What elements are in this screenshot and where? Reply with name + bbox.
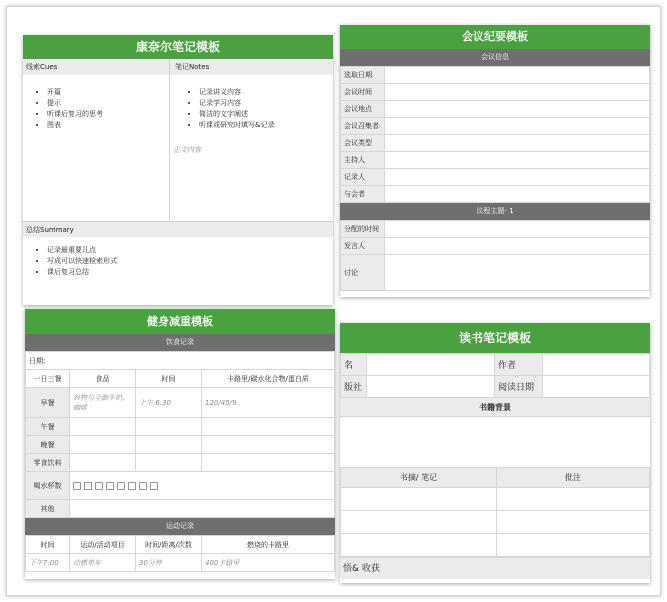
meeting-topic-header: 议程主题- 1 [340,203,650,220]
other-label: 其他 [26,500,70,518]
book-background-area [340,417,650,467]
other-row [26,500,335,518]
table-row [341,135,650,152]
table-row [341,186,650,203]
row-label: 记录人 [341,169,385,186]
date-row [26,352,335,370]
exercise-burn: 400卡路里 [202,554,335,572]
list-item: • 记录学习内容 [199,98,274,109]
column-divider [169,59,170,221]
meal-time [136,436,202,454]
meal-row [26,388,335,418]
list-item: • 听课后复习的思考 [47,109,103,120]
table-row [341,67,650,84]
row-value [385,101,650,118]
meal-time: 上午 6:30 [136,388,202,418]
row-label: 发言人 [341,238,385,255]
publisher-label: 版社 [341,376,367,398]
meal-name: 午餐 [26,418,70,436]
meal-cal [202,436,335,454]
table-row [341,221,650,238]
table-row [341,152,650,169]
meal-cal [202,418,335,436]
meeting-title: 会议纪要模板 [340,25,650,49]
cup-checkbox[interactable] [139,482,147,490]
comment-cell [497,534,650,557]
water-cups [70,472,335,500]
cup-checkbox[interactable] [84,482,92,490]
author-value [543,354,650,376]
row-label: 会议类型 [341,135,385,152]
column-header: 时间/距离/次数 [136,536,202,554]
meal-row [26,418,335,436]
column-header: 食品 [70,370,136,388]
column-header: 燃烧的卡路里 [202,536,335,554]
date-label: 日期: [26,352,335,370]
row-value [385,135,650,152]
list-item: • 记录讲义内容 [199,87,274,98]
read-date-value [543,376,650,398]
comment-cell [497,511,650,534]
row-label: 选取日期 [341,67,385,84]
list-item: • 开篇 [47,87,103,98]
meal-header-row [26,370,335,388]
cues-header: 线索Cues [26,63,58,71]
cornell-card [23,35,333,305]
table-row [341,84,650,101]
fitness-card [25,309,335,579]
gain-label: 悟& 收获 [343,564,380,574]
cues-list [47,87,103,131]
table-row [341,255,650,291]
row-label: 会议时间 [341,84,385,101]
list-item: • 课后复习总结 [47,267,117,278]
other-value [70,500,335,518]
exercise-activity: 动感单车 [70,554,136,572]
cup-checkbox[interactable] [106,482,114,490]
row-value [385,221,650,238]
author-label: 作者 [495,354,543,376]
meal-time [136,418,202,436]
meal-food [70,454,136,472]
book-background-header: 书籍背景 [340,398,650,417]
notes-list [199,87,274,131]
excerpt-cell [341,488,497,511]
comment-header: 批注 [497,468,650,488]
meeting-info-table [340,66,650,203]
meeting-topic-table [340,220,650,291]
row-label: 分配的时间 [341,221,385,238]
meal-time [136,454,202,472]
meal-cal [202,454,335,472]
notes-header: 笔记Notes [175,63,210,71]
row-label: 会议地点 [341,101,385,118]
diet-table [25,351,335,518]
row-value [385,67,650,84]
row-label: 主持人 [341,152,385,169]
summary-header-row [23,221,333,237]
exercise-header: 运动记录 [25,518,335,535]
body-placeholder: 正文内容 [173,146,201,154]
exercise-duration: 30分钟 [136,554,202,572]
row-value [385,84,650,101]
water-label: 喝水杯数 [26,472,70,500]
meal-food [70,436,136,454]
column-header: 时间 [26,536,70,554]
row-value [385,255,650,291]
meal-food: 谷物与全脂牛奶、咖啡 [70,388,136,418]
summary-header: 总结Summary [26,226,74,234]
water-row [26,472,335,500]
book-name-value [367,354,495,376]
list-item: • 记录最重要几点 [47,245,117,256]
row-value [385,238,650,255]
cornell-header-row [23,59,333,75]
diet-header: 饮食记录 [25,334,335,351]
comment-cell [497,488,650,511]
summary-list [47,245,117,278]
gain-row [340,557,650,579]
list-item: • 图表 [47,120,103,131]
table-row [341,169,650,186]
meal-cal: 120/45/9 [202,388,335,418]
meal-row [26,436,335,454]
exercise-time: 下午7:00 [26,554,70,572]
exercise-row [26,554,335,572]
table-row [341,238,650,255]
meal-row [26,454,335,472]
meal-food [70,418,136,436]
row-value [385,152,650,169]
exercise-header-row [26,536,335,554]
cup-checkbox[interactable] [128,482,136,490]
excerpt-cell [341,511,497,534]
reading-title: 读书笔记模板 [340,323,650,353]
column-header: 时间 [136,370,202,388]
row-label: 与会者 [341,186,385,203]
table-row [341,101,650,118]
exercise-table [25,535,335,572]
excerpt-table [340,467,650,557]
cup-checkbox[interactable] [150,482,158,490]
row-label: 会议召集者 [341,118,385,135]
row-value [385,186,650,203]
meeting-info-header: 会议信息 [340,49,650,66]
fitness-title: 健身减重模板 [25,309,335,334]
reading-card [340,323,650,583]
cornell-title: 康奈尔笔记模板 [23,35,333,59]
column-header: 卡路里/碳水化合物/蛋白质 [202,370,335,388]
publisher-value [367,376,495,398]
table-row [341,118,650,135]
column-header: 运动/活动项目 [70,536,136,554]
meal-name: 零食饮料 [26,454,70,472]
list-item: • 听课或研究时填写&记录 [199,120,274,131]
row-label: 讨论 [341,255,385,291]
row-value [385,169,650,186]
book-name-label: 名 [341,354,367,376]
cup-checkbox[interactable] [117,482,125,490]
cup-checkbox[interactable] [95,482,103,490]
column-header: 一日三餐 [26,370,70,388]
meal-name: 早餐 [26,388,70,418]
read-date-label: 阅读日期 [495,376,543,398]
list-item: • 简洁的文字阐述 [199,109,274,120]
template-collage [6,6,661,596]
reading-info-table [340,353,650,398]
list-item: • 写成可以快速检索形式 [47,256,117,267]
excerpt-header: 书摘/ 笔记 [341,468,497,488]
row-value [385,118,650,135]
list-item: • 提示 [47,98,103,109]
meeting-card [340,25,650,297]
cup-checkbox[interactable] [73,482,81,490]
meal-name: 晚餐 [26,436,70,454]
excerpt-cell [341,534,497,557]
